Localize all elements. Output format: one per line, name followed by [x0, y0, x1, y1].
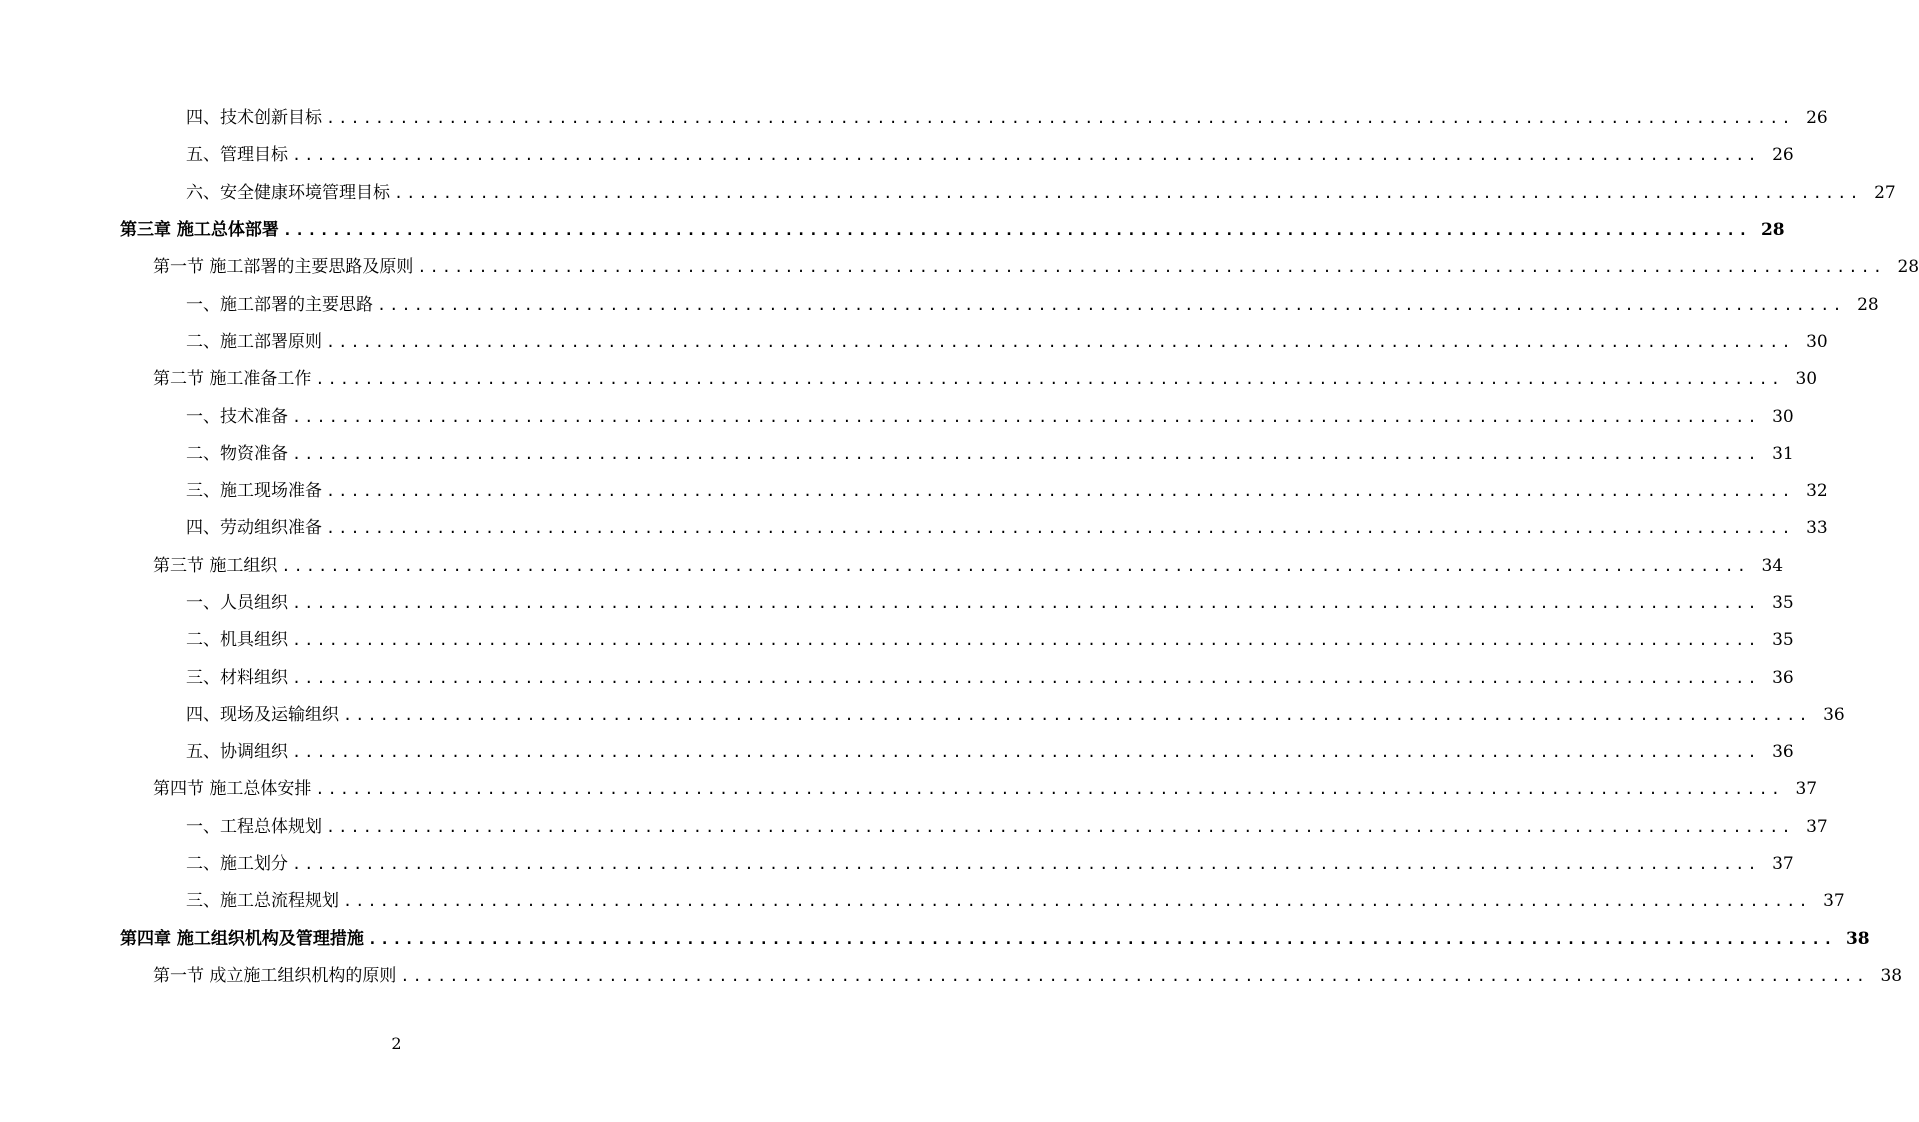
toc-entry-page-number: 36 — [1823, 704, 1845, 725]
toc-section-entry[interactable] — [153, 249, 1919, 286]
toc-entry-page-number: 26 — [1806, 108, 1828, 129]
toc-chapter-entry[interactable] — [120, 212, 1785, 249]
toc-subsection-entry[interactable] — [186, 697, 1845, 734]
toc-dot-leader: ........................................................................................................................ — [326, 482, 1794, 501]
toc-dot-leader: ........................................................................................................................ — [315, 780, 1784, 799]
toc-subsection-entry[interactable] — [186, 324, 1828, 361]
toc-entry-title: 第三节 施工组织 — [153, 555, 278, 576]
toc-entry-page-number: 38 — [1845, 928, 1870, 949]
toc-entry-title: 二、机具组织 — [186, 630, 288, 651]
toc-dot-leader: ........................................................................................................................ — [394, 183, 1862, 202]
toc-entry-title: 四、劳动组织准备 — [186, 518, 322, 539]
toc-dot-leader: ........................................................................................................................ — [292, 743, 1760, 762]
toc-dot-leader: ........................................................................................................................ — [326, 109, 1794, 128]
toc-dot-leader: ........................................................................................................................ — [417, 258, 1886, 277]
toc-entry-title: 五、协调组织 — [186, 742, 288, 763]
toc-entry-page-number: 37 — [1772, 854, 1794, 875]
toc-entry-title: 一、施工部署的主要思路 — [186, 294, 373, 315]
toc-entry-page-number: 37 — [1806, 816, 1828, 837]
toc-dot-leader: ........................................................................................................................ — [326, 817, 1794, 836]
toc-subsection-entry[interactable] — [186, 622, 1794, 659]
toc-entry-title: 第一节 施工部署的主要思路及原则 — [153, 257, 414, 278]
page-number: 2 — [391, 1034, 402, 1053]
toc-subsection-entry[interactable] — [186, 659, 1794, 696]
toc-entry-page-number: 38 — [1880, 965, 1903, 986]
toc-section-entry[interactable] — [153, 771, 1818, 808]
toc-subsection-entry[interactable] — [186, 137, 1794, 174]
toc-entry-page-number: 26 — [1772, 145, 1794, 166]
toc-section-entry[interactable] — [153, 548, 1784, 585]
toc-entry-page-number: 30 — [1806, 331, 1828, 352]
toc-entry-title: 第四章 施工组织机构及管理措施 — [120, 928, 364, 949]
toc-subsection-entry[interactable] — [186, 585, 1794, 622]
toc-entry-page-number: 36 — [1772, 742, 1794, 763]
toc-entry-page-number: 33 — [1806, 518, 1828, 539]
toc-entry-title: 五、管理目标 — [186, 145, 288, 166]
toc-entry-page-number: 30 — [1795, 369, 1818, 390]
toc-entry-title: 第一节 成立施工组织机构的原则 — [153, 965, 397, 986]
toc-subsection-entry[interactable] — [186, 510, 1828, 547]
toc-dot-leader: ........................................................................................................................ — [377, 295, 1845, 314]
toc-entry-page-number: 36 — [1772, 667, 1794, 688]
toc-entry-title: 二、物资准备 — [186, 443, 288, 464]
toc-entry-page-number: 28 — [1760, 220, 1785, 241]
toc-subsection-entry[interactable] — [186, 286, 1879, 323]
toc-dot-leader: ........................................................................................................................ — [315, 370, 1784, 389]
toc-entry-title: 一、技术准备 — [186, 406, 288, 427]
toc-subsection-entry[interactable] — [186, 100, 1828, 137]
toc-subsection-entry[interactable] — [186, 734, 1794, 771]
toc-subsection-entry[interactable] — [186, 175, 1896, 212]
toc-dot-leader: ........................................................................................................................ — [281, 556, 1750, 575]
toc-entry-title: 三、材料组织 — [186, 667, 288, 688]
toc-dot-leader: ........................................................................................................................ — [292, 594, 1760, 612]
toc-section-entry[interactable] — [153, 361, 1818, 398]
toc-dot-leader: ........................................................................................................................ — [292, 668, 1760, 687]
toc-entry-title: 四、现场及运输组织 — [186, 704, 339, 725]
toc-subsection-entry[interactable] — [186, 398, 1794, 435]
toc-chapter-entry[interactable] — [120, 921, 1870, 958]
toc-entry-title: 一、人员组织 — [186, 593, 288, 613]
toc-dot-leader: ........................................................................................................................ — [343, 892, 1811, 911]
toc-dot-leader: ........................................................................................................................ — [367, 929, 1836, 948]
toc-dot-leader: ........................................................................................................................ — [326, 332, 1794, 351]
toc-dot-leader: ........................................................................................................................ — [292, 855, 1760, 874]
toc-entry-page-number: 30 — [1772, 406, 1794, 427]
toc-subsection-entry[interactable] — [186, 883, 1845, 920]
toc-entry-title: 二、施工部署原则 — [186, 331, 322, 352]
toc-entry-title: 三、施工总流程规划 — [186, 891, 339, 912]
toc-entry-page-number: 37 — [1823, 891, 1845, 912]
toc-entry-page-number: 32 — [1806, 481, 1828, 502]
table-of-contents — [0, 100, 1919, 995]
toc-subsection-entry[interactable] — [186, 436, 1794, 473]
toc-entry-page-number: 28 — [1857, 294, 1879, 315]
toc-subsection-entry[interactable] — [186, 846, 1794, 883]
toc-entry-page-number: 35 — [1772, 593, 1794, 613]
toc-dot-leader: ........................................................................................................................ — [326, 519, 1794, 538]
toc-entry-page-number: 37 — [1795, 779, 1818, 800]
toc-entry-page-number: 28 — [1897, 257, 1919, 278]
toc-entry-page-number: 31 — [1772, 443, 1794, 464]
toc-subsection-entry[interactable] — [186, 809, 1828, 846]
toc-dot-leader: ........................................................................................................................ — [292, 444, 1760, 463]
toc-dot-leader: ........................................................................................................................ — [292, 146, 1760, 165]
toc-entry-page-number: 27 — [1874, 182, 1896, 203]
toc-dot-leader: ........................................................................................................................ — [400, 966, 1869, 985]
toc-subsection-entry[interactable] — [186, 473, 1828, 510]
toc-dot-leader: ........................................................................................................................ — [343, 705, 1811, 724]
toc-entry-title: 二、施工划分 — [186, 854, 288, 875]
toc-dot-leader: ........................................................................................................................ — [292, 631, 1760, 650]
toc-entry-page-number: 35 — [1772, 630, 1794, 651]
toc-section-entry[interactable] — [153, 958, 1903, 995]
toc-entry-title: 第二节 施工准备工作 — [153, 369, 312, 390]
toc-entry-title: 一、工程总体规划 — [186, 816, 322, 837]
toc-entry-title: 六、安全健康环境管理目标 — [186, 182, 390, 203]
toc-dot-leader: ........................................................................................................................ — [292, 407, 1760, 426]
toc-dot-leader: ........................................................................................................................ — [282, 221, 1751, 240]
toc-entry-page-number: 34 — [1761, 555, 1784, 576]
toc-entry-title: 第三章 施工总体部署 — [120, 220, 279, 241]
toc-entry-title: 三、施工现场准备 — [186, 481, 322, 502]
toc-entry-title: 第四节 施工总体安排 — [153, 779, 312, 800]
toc-entry-title: 四、技术创新目标 — [186, 108, 322, 129]
